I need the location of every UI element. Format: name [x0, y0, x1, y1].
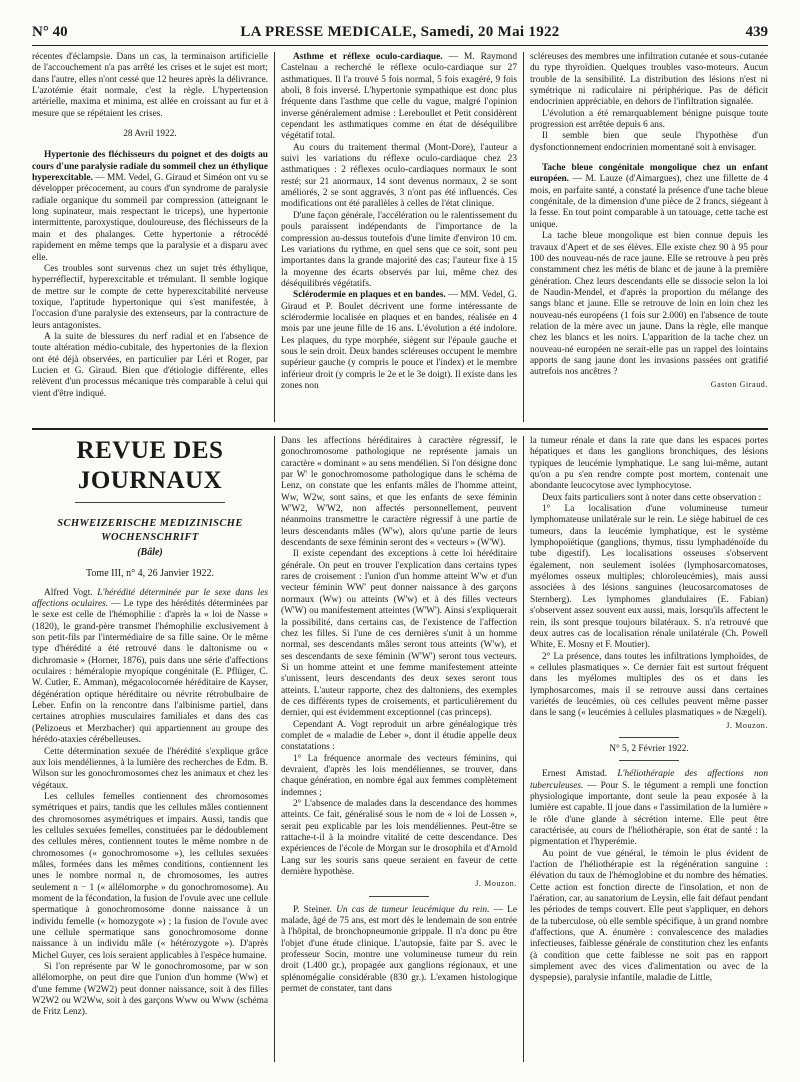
article-paragraph: [530, 163, 768, 231]
article-paragraph: [281, 290, 517, 392]
issue-reference: Tome III, n° 4, 26 Janvier 1922.: [86, 568, 214, 580]
paragraph: Cependant A. Vogt reproduit un arbre généalogique très complet de « maladie de Leber », dont il étudie appelle deux constatations :: [281, 719, 517, 753]
paragraph: 2° La présence, dans toutes les infiltrations lymphoïdes, de « cellules plasmatiques ». Ce dernier fait est surtout fréquent dans les myélomes multiples des os et dans les lymphosarcomes, mais il se retrouve aussi dans certaines variétés de leucémies, où ces cellules peuvent même passer dans le sang (« leucémies à cellules plasmatiques » de Nægeli).: [530, 651, 768, 719]
paragraph: L'évolution a été remarquablement bénigne puisque toute progression est arrêtée depuis 6 ans.: [530, 108, 768, 131]
top-column-2: [281, 52, 517, 424]
paragraph: 1° La localisation d'une volumineuse tumeur lymphomateuse unilatérale sur le rein. Le siège habituel de ces tumeurs, dans la leucémie lymphatique, est le système lymphopoïétique (ganglions, thymus, tissu lymphadénoïde du tube digestif). Les localisations osseuses s'observent également, non seulement isolées (lymphosarcomatoses, myélomes osseux multiples; chloroleucémies), mais aussi associées à des lésions sanguines (leucosarcomatoses de Sternberg). Les lymphomes glandulaires (E. Fabian) s'observent assez souvent eux aussi, mais, lorsqu'ils affectent le rein, ils sont presque toujours bilatéraux. S. n'a retrouvé que deux autres cas de localisation rénale unilatérale (Ch. Powell White, E. Mosny et F. Moutier).: [530, 504, 768, 651]
paragraph: Au point de vue général, le témoin le plus évident de l'action de l'héliothérapie est la régénération sanguine : élévation du taux de l'hémoglobine et du nombre des hématies. Cette action est fonction directe de l'insolation, et non de l'aération, car, au sanatorium de Leysin, elle fait défaut pendant les périodes de temps couvert. Elle peut s'appliquer, en dehors de la tuberculose, où elle semble spécifique, à un grand nombre d'affections, que A. énumère : convalescence des maladies infectieuses, faiblesse générale de constitution chez les enfants (à condition que cette faiblesse ne soit pas en rapport simplement avec des vices d'alimentation ou avec de la dyspepsie), paralysie infantile, maladie de Little,: [530, 848, 768, 984]
short-rule: [619, 760, 679, 761]
newspaper-title: LA PRESSE MEDICALE, Samedi, 20 Mai 1922: [240, 24, 560, 40]
article-heading: Sclérodermie en plaques et en bandes.: [293, 290, 446, 301]
paragraph: Ces troubles sont survenus chez un sujet très éthylique, hyperréflectif, hyperexcitable et trémulant. Il semble logique de mettre sur le compte de cette hyperexcitabilité nerveuse toxique, l'aptitude hypertonique qui s'est manifestée, à l'occasion d'une paralysie des extenseurs, par la contracture de leurs antagonistes.: [32, 263, 268, 331]
article-paragraph: [281, 905, 517, 996]
session-date: 28 Avril 1922.: [123, 129, 177, 140]
article-paragraph: [32, 588, 268, 747]
title-underline: [75, 502, 225, 503]
article-paragraph: [281, 52, 517, 143]
paragraph: Si l'on représente par W le gonochromosome, par w son allélomorphe, on peut dire que l'union d'un homme (Ww) et d'une femme (W2W2) peut donner naissance, soit à des filles W2W2 ou W2Ww, soit à des garçons Www ou Www (schéma de Fritz Lenz).: [32, 962, 268, 1018]
folio: 439: [745, 24, 768, 40]
paragraph: Au cours du traitement thermal (Mont-Dore), l'auteur a suivi les variations du réflexe oculo-cardiaque chez 23 asthmatiques : 2 réflexes oculo-cardiaques normaux le sont resté; sur 21 anormaux, 14 sont devenus normaux, 2 se sont améliorés, 2 se sont aggravés, 3 n'ont pas été influencés. Ces modifications ont été parallèles à celles de l'état clinique.: [281, 142, 517, 210]
section-rule: [32, 428, 768, 430]
paragraph: la tumeur rénale et dans la rate que dans les espaces portes hépatiques et dans les ganglions bronchiques, des lésions typiques de leucémie lymphatique. Le sang lui-même, autant qu'on a pu s'en rendre compte post mortem, contenait une abondante leucocytose avec lymphocytose.: [530, 436, 768, 492]
paragraph: scléreuses des membres une infiltration cutanée et sous-cutanée du type thyroïdien. Quelques troubles vaso-moteurs. Aucun trouble de la sensibilité. La distribution des lésions n'est ni symétrique ni radiculaire ni périphérique. Pas de déficit endocrinien appréciable, en dehors de l'infiltration signalée.: [530, 52, 768, 108]
article-body: — MM. Vedel, G. Giraud et Siméon ont vu se développer précocement, au cours d'un syndrome de paralysie radiale organique du sommeil par compression (atteignant le long supinateur, mais respectant le triceps), une hypertonie intermittente, paroxystique, douloureuse, des fléchisseurs de la main et des phalanges. Cette hypertonie a rétrocédé rapidement en même temps que la paralysie et a disparu avec elle.: [32, 173, 268, 263]
article-heading: Tache bleue congénitale mongolique chez un enfant européen.: [530, 163, 768, 185]
paragraph: 1° La fréquence anormale des vecteurs féminins, qui devraient, d'après les lois mendéliennes, se trouver, dans chaque génération, en nombre égal aux femmes complètement indemnes ;: [281, 753, 517, 798]
paragraph: La tache bleue mongolique est bien connue depuis les travaux d'Apert et de ses élèves. Elle existe chez 90 à 95 pour 100 des nouveau-nés de race jaune. Elle se retrouve à peu près constamment chez les métis de blanc et de jaune à la première génération. Chez leurs descendants elle se dissocie selon la loi de Naudin-Mendel, et d'après la proportion du mélange des sangs blanc et jaune. Elle se retrouve de loin en loin chez les nouveau-nés européens (1 fois sur 2.000) en l'absence de toute relation de la mère avec un jaune. Dans la règle, elle manque chez les blancs et les noirs. L'apparition de la tache chez un nouveau-né européen ne serait-elle pas un rappel des lointains apports de sang jaune dont les invasions passées ont gratifié autrefois nos ancêtres ?: [530, 231, 768, 378]
article-body: — Pour S. le tégument a rempli une fonction physiologique importante, dont seule la peau exposée à la lumière est capable. Il joue dans « l'assimilation de la lumière » le rôle d'une glande à sécrétion interne. Elle peut être caractérisée, au cours de l'héliothérapie, son état de santé : la pigmentation et l'hyperémie.: [530, 780, 768, 848]
article-body: — M. Lauze (d'Aimargues), chez une fillette de 4 mois, en parfaite santé, a constaté la présence d'une tache bleue congénitale, de la dimension d'une pièce de 2 francs, siégeant à la fesse. En tout point comparable à un tatouage, cette tache est unique.: [530, 174, 768, 230]
top-column-3: [530, 52, 768, 424]
paragraph: D'une façon générale, l'accélération ou le ralentissement du pouls paraissent indépendants de l'importance de la compression au-dessus toutefois d'une limite d'environ 10 cm. Les variations du rythme, en quel sens que ce soit, sont peu importantes dans la grande majorité des cas; l'auteur fixe à 15 la moyenne des écarts observés par lui, même chez des déséquilibrés végétatifs.: [281, 210, 517, 289]
revue-column-3: [530, 436, 768, 1066]
column-rule: [274, 52, 275, 422]
signature: J. Mouzon.: [475, 879, 517, 889]
article-title: L'héliothérapie des affections non tuberculeuses.: [530, 769, 768, 791]
running-header: [32, 24, 768, 42]
paragraph: Deux faits particuliers sont à noter dans cette observation :: [542, 492, 762, 503]
article-body: — MM. Vedel, G. Giraud et P. Boulet décrivent une forme intéressante de sclérodermie localisée en plaques et en bandes, réalisée en 4 mois par une jeune fille de 16 ans. L'évolution a été indolore. Les plaques, du type morphée, siègent sur l'épaule gauche et sous le sein droit. Deux bandes scléreuses occupent le membre supérieur gauche (y compris le pouce et l'index) et le membre inférieur droit (y compris le 2e et le 3e doigt). Il existe dans les zones non: [281, 290, 517, 391]
journal-name: SCHWEIZERISCHE MEDIZINISCHE WOCHENSCHRIFT: [57, 518, 243, 543]
author: Alfred Vogt.: [44, 587, 93, 598]
column-rule: [523, 436, 524, 1062]
article-body: — Le malade, âgé de 75 ans, est mort dès le lendemain de son entrée à l'hôpital, de bronchopneumonie grippale. Il n'a donc pu être l'objet d'une étude clinique. L'autopsie, faite par S. avec le professeur Socin, montre une volumineuse tumeur du rein droit (1.400 gr.), propagée aux ganglions régionaux, et une splénomégalie considérable (830 gr.). L'examen histologique permet de constater, tant dans: [281, 904, 517, 995]
journal-city: (Bâle): [137, 547, 163, 558]
article-title: L'hérédité déterminée par le sexe dans les affections oculaires.: [32, 587, 268, 610]
section-title: REVUE DES JOURNAUX: [76, 437, 224, 494]
top-column-1: [32, 52, 268, 424]
author: P. Steiner.: [293, 904, 332, 915]
page-number: N° 40: [32, 24, 68, 40]
paragraph: A la suite de blessures du nerf radial et en l'absence de toute altération médio-cubitale, des hypertonies de la flexion ont été déjà observées, en particulier par Léri et Roger, par Lucien et G. Giraud. Bien que d'étiologie différente, elles relèvent d'un processus mécanique très comparable à celui qui vient d'être indiqué.: [32, 331, 268, 399]
signature: Gaston Giraud.: [710, 379, 768, 389]
author: Ernest Amstad.: [542, 769, 608, 780]
article-body: — M. Raymond Castelnau a recherché le réflexe oculo-cardiaque sur 27 asthmatiques. Il l'a trouvé 5 fois normal, 5 fois exagéré, 9 fois aboli, 8 fois inversé. L'hypertonie sympathique est donc plus fréquente dans l'asthme que celle du vague, malgré l'opinion inverse généralement admise : Lereboullet et Petit considèrent cependant les asthmatiques comme en état de déséquilibre végétatif total.: [281, 52, 517, 142]
revue-column-2: [281, 436, 517, 1066]
article-body: — Le type des hérédités déterminées par le sexe est celle de l'hémophilie : d'après la « loi de Nasse » (1820), le grand-père transmet l'hémophilie exclusivement à son petit-fils par l'intermédiaire de sa fille saine. Or le même type d'hérédité a été retrouvé dans le daltonisme ou « dichromasie » (Horner, 1876), puis dans une série d'affections oculaires : héméralopie myopique congénitale (E. Pflüger, C. W. Cutler, E. Amman), mégacolocornée héréditaire de Kayser, dégénération optique héréditaire ou névrite rétrobulbaire de Leber. Enfin on la rencontre dans l'albinisme partiel, dans certaines atrophies musculaires familiales et dans des cas (Pelizoeus et Merzbacher) qui appartiennent au groupe des hérédo-ataxies cérébelleuses.: [32, 599, 268, 746]
paragraph: Les cellules femelles contiennent des chromosomes symétriques et pairs, tandis que les cellules mâles contiennent des chromosomes asymétriques et impairs. Aussi, tandis que les cellules sexuées femelles, constituées par le dédoublement des cellules mères, contiennent toutes le même nombre n de chromosomes (« gonochromosome »), les cellules sexuées mâles, formées dans les mêmes conditions, contiennent les unes le nombre normal n, de chromosomes, les autres seulement n − 1 (« allélomorphe » du gonochromosome). Au moment de la fécondation, la fusion de l'ovule avec une cellule spermatique à gonochromosome donne naissance à un individu femelle (« homozygote ») ; la fusion de l'ovule avec une cellule spermatique sans gonochromosome donne naissance à un individu mâle (« hétérozygote »). D'après Michel Guyer, ces lois seraient applicables à l'espèce humaine.: [32, 791, 268, 961]
paragraph: Il existe cependant des exceptions à cette loi héréditaire générale. On peut en trouver l'explication dans certains types rares de croisement : l'union d'un homme atteint W'w et d'un vecteur féminin WW' peut donner naissance à des garçons normaux (Ww) ou atteints (W'w) et à des filles vecteurs (W'W) ou manifestement atteintes (W'W'). Ainsi s'expliquerait la possibilité, dans certains cas, de l'existence de l'affection chez les filles. Si l'une de ces dernières s'unit à un homme normal, ses descendants mâles seront tous atteints (W'w), et ses descendants de sexe féminin (W'W') seront tous vecteurs. Si un homme atteint et une femme manifestement atteinte s'unissent, leurs descendants des deux sexes seront tous atteints. L'auteur rapporte, chez des daltoniens, des exemples de ces différents types de croisements, et particulièrement du dernier, qui est évidemment exceptionnel (cas princeps).: [281, 549, 517, 719]
article-paragraph: [32, 150, 268, 263]
issue-reference: N° 5, 2 Février 1922.: [609, 743, 689, 754]
paragraph: récentes d'éclampsie. Dans un cas, la terminaison artificielle de l'accouchement n'a pas arrêté les crises et le sujet est mort; dans l'autre, elles n'ont cessé que 12 heures après la délivrance. L'azotémie était normale, c'est la règle. L'hypertension artérielle, maxima et minima, est allée en croissant au fur et à mesure que se répétaient les crises.: [32, 52, 268, 119]
paragraph: Cette détermination sexuée de l'hérédité s'explique grâce aux lois mendéliennes, à la lumière des recherches de Edm. B. Wilson sur les gonochromosomes chez les animaux et chez les végétaux.: [32, 746, 268, 791]
column-rule: [274, 436, 275, 1062]
article-heading: Asthme et réflexe oculo-cardiaque.: [293, 52, 443, 62]
header-rule: [32, 45, 768, 46]
paragraph: 2° L'absence de malades dans la descendance des hommes atteints. Ce fait, généralisé sous le nom de « loi de Lossen », serait peu explicable par les lois mendéliennes. Peut-être se rattache-t-il à la moindre vitalité de cette descendance. Des expériences de l'école de Morgan sur le drosophila et d'Arnold Lang sur les souris sans queue seraient en faveur de cette dernière hypothèse.: [281, 799, 517, 878]
article-title: Un cas de tumeur leucémique du rein.: [336, 904, 490, 915]
signature: J. Mouzon.: [726, 720, 768, 730]
article-heading: Hypertonie des fléchisseurs du poignet et des doigts au cours d'une paralysie radiale du sommeil chez un éthylique hyperexcitable.: [32, 150, 268, 184]
column-rule: [523, 52, 524, 422]
short-rule: [369, 896, 429, 897]
short-rule: [619, 737, 679, 738]
article-paragraph: [530, 769, 768, 848]
revue-column-1: [32, 436, 268, 1066]
paragraph: Il semble bien que seule l'hypothèse d'un dysfonctionnement endocrinien momentané soit à envisager.: [530, 131, 768, 153]
paragraph: Dans les affections héréditaires à caractère régressif, le gonochromosome pathologique ne représente jamais un caractère « dominant » au sens mendélien. Si l'on désigne donc par W' le gonochromosome pathologique dans le schéma de Lenz, on constate que les enfants mâles de l'homme atteint, Ww, W2w, sont sains, et que les enfants de sexe féminin W'W2, W'W2, non affectés personnellement, peuvent néanmoins transmettre le caractère régressif à une partie de leurs descendants mâles (W'w), alors qu'une partie de leurs descendants de sexe féminin seront des « vecteurs » (W'W).: [281, 436, 517, 549]
